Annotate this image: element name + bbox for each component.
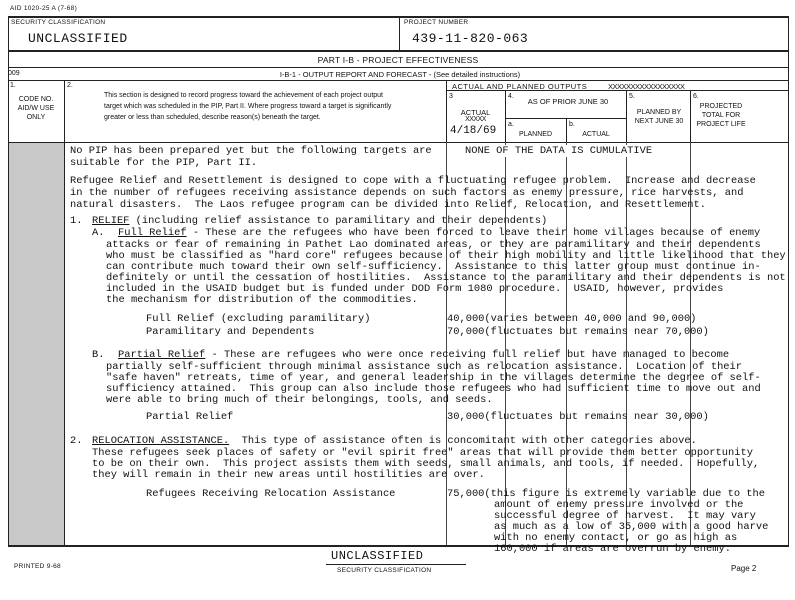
col4b-letter: b.	[569, 121, 575, 128]
paramilitary-row-value: 70,000(fluctuates but remains near 70,000)	[447, 326, 709, 338]
full-relief-row-label: Full Relief (excluding paramilitary)	[146, 313, 371, 325]
security-label: SECURITY CLASSIFICATION	[11, 19, 106, 26]
full-relief-line: definitely or until the cessation of hostilities. Assistance to the paramilitary and their dependents is not	[106, 272, 786, 284]
project-number: 439-11-820-063	[412, 31, 529, 46]
partial-relief-row-label: Partial Relief	[146, 411, 234, 423]
col6-num: 6.	[693, 93, 699, 100]
col6-label: PROJECTED TOTAL FOR PROJECT LIFE	[696, 103, 746, 128]
partial-relief-line: partially self-sufficient through minimal assistance such as relocation assistance. Location of their	[106, 361, 743, 373]
paramilitary-row-label: Paramilitary and Dependents	[146, 326, 315, 338]
full-relief-letter: A.	[92, 227, 105, 239]
col3-label: ACTUAL	[460, 108, 491, 117]
relocation-value-line: as much as a low of 35,000 with a good harve	[494, 521, 769, 533]
col3-strikeout: XXXXX	[465, 116, 486, 123]
section-title: I-B-1 - OUTPUT REPORT AND FORECAST - (See detailed instructions)	[279, 70, 521, 79]
full-relief-line: included in the USAID budget but is funded under DOD Form 1080 procedure. USAID, however, provides	[106, 283, 724, 295]
relocation-row-value: 75,000(this figure is extremely variable due to the	[447, 488, 766, 500]
printed-date: PRINTED 9-68	[14, 563, 61, 570]
strikeout-x: XXXXXXXXXXXXXXXXX	[608, 82, 685, 91]
partial-relief-title: Partial Relief	[118, 349, 206, 361]
relocation-first: This type of assistance often is concomitant with other categories above.	[229, 435, 697, 447]
relocation-line: they will remain in their new areas until hostilities are over.	[92, 469, 485, 481]
col4-num: 4.	[508, 93, 514, 100]
partial-relief-line: were able to bring much of their belongings, tools, and seeds.	[106, 394, 493, 406]
col3-date: 4/18/69	[450, 125, 497, 137]
relocation-value-line: with no enemy contact, or go as high as	[494, 532, 738, 544]
partial-relief-line: "safe haven" retreats, time of year, and general leadership in the villages determine the degree of self-	[106, 372, 761, 384]
full-relief-line: who must be classified as "hard core" refugees because of their high mobility and little likelihood that they	[106, 250, 786, 262]
full-relief-line: attacks or fear of remaining in Pathet Lao dominated areas, or they are paramilitary and their dependents	[106, 239, 761, 251]
section-code: 009	[8, 70, 20, 77]
relocation-title: RELOCATION ASSISTANCE.	[92, 435, 230, 447]
full-relief-title: Full Relief	[118, 227, 187, 239]
relocation-number: 2.	[70, 435, 83, 447]
intro-line-2: suitable for the PIP, Part II.	[70, 157, 258, 169]
para1-line-1: Refugee Relief and Resettlement is designed to cope with a fluctuating refugee problem. Increase and decrease	[70, 175, 756, 187]
outputs-header: ACTUAL AND PLANNED OUTPUTS	[452, 82, 588, 91]
relocation-value-line: successful degree of harvest. It may vary	[494, 510, 756, 522]
classification-top: UNCLASSIFIED	[28, 31, 128, 46]
full-relief-line: can contribute much toward their own self-sufficiency. Assistance to this latter group must continue in-	[106, 261, 761, 273]
intro-line-1: No PIP has been prepared yet but the following targets are	[70, 145, 432, 157]
relocation-line: to be on their own. This project assists them with seeds, small animals, and tools, if needed. Hopefully,	[92, 458, 760, 470]
relocation-row-label: Refugees Receiving Relocation Assistance	[146, 488, 396, 500]
col1-label: CODE NO. AID/W USE ONLY	[17, 96, 55, 121]
form-id: AID 1020-25 A (7-68)	[10, 5, 78, 12]
relocation-value-line: amount of enemy pressure involved or the	[494, 499, 744, 511]
col4a-label: PLANNED	[518, 131, 553, 138]
para1-line-3: natural disasters. The Laos refugee program can be divided into Relief, Relocation, and Resettlement.	[70, 199, 707, 211]
col2-description: This section is designed to record progress toward the achievement of each project output target which was scheduled in the PIP, Part II. Where progress toward a target is significantly greater or less than scheduled, describe reason(s) beneath the target.	[104, 92, 392, 121]
classification-bottom: UNCLASSIFIED	[331, 549, 424, 563]
col1-num: 1.	[10, 82, 16, 89]
relief-heading	[92, 215, 547, 227]
full-relief-first-line	[118, 227, 760, 239]
relief-title: RELIEF	[92, 215, 130, 227]
col3-num: 3	[449, 93, 453, 100]
relief-number: 1.	[70, 215, 83, 227]
partial-relief-first: - These are refugees who were once receiving full relief but have managed to become	[205, 349, 730, 361]
col4a-letter: a.	[508, 121, 514, 128]
relocation-first-line	[92, 435, 697, 447]
full-relief-row-value: 40,000(varies between 40,000 and 90,000)	[447, 313, 697, 325]
page-number: Page 2	[731, 564, 757, 573]
full-relief-line: the mechanism for distribution of the commodities.	[106, 294, 418, 306]
project-number-label: PROJECT NUMBER	[404, 19, 469, 26]
relief-subtitle: (including relief assistance to paramilitary and their dependents)	[129, 215, 548, 227]
part-title: PART I-B - PROJECT EFFECTIVENESS	[317, 55, 479, 65]
col2-num: 2.	[67, 82, 73, 89]
security-label-bottom: SECURITY CLASSIFICATION	[337, 567, 432, 574]
relocation-line: These refugees seek places of safety or "evil spirit free" areas that will provide them better opportunity	[92, 447, 753, 459]
aid-use-column	[8, 143, 64, 545]
col5-label: PLANNED BY NEXT JUNE 30	[634, 109, 684, 125]
relocation-value-line: 160,000 if areas are overrun by enemy.	[494, 543, 731, 555]
partial-relief-letter: B.	[92, 349, 105, 361]
none-cumulative-note: NONE OF THE DATA IS CUMULATIVE	[465, 145, 653, 157]
col5-num: 5.	[629, 93, 635, 100]
col4b-label: ACTUAL	[582, 131, 610, 138]
partial-relief-row-value: 30,000(fluctuates but remains near 30,000)	[447, 411, 709, 423]
full-relief-first: - These are the refugees who have been forced to leave their home villages because of enemy	[186, 227, 761, 239]
partial-relief-first-line	[118, 349, 729, 361]
partial-relief-line: sufficiency attained. This group can also include those refugees who had sufficient time to move out and	[106, 383, 761, 395]
col4-label: AS OF PRIOR JUNE 30	[527, 97, 609, 106]
para1-line-2: in the number of refugees receiving assistance depends on such factors as enemy pressure, rice harvests, and	[70, 187, 744, 199]
